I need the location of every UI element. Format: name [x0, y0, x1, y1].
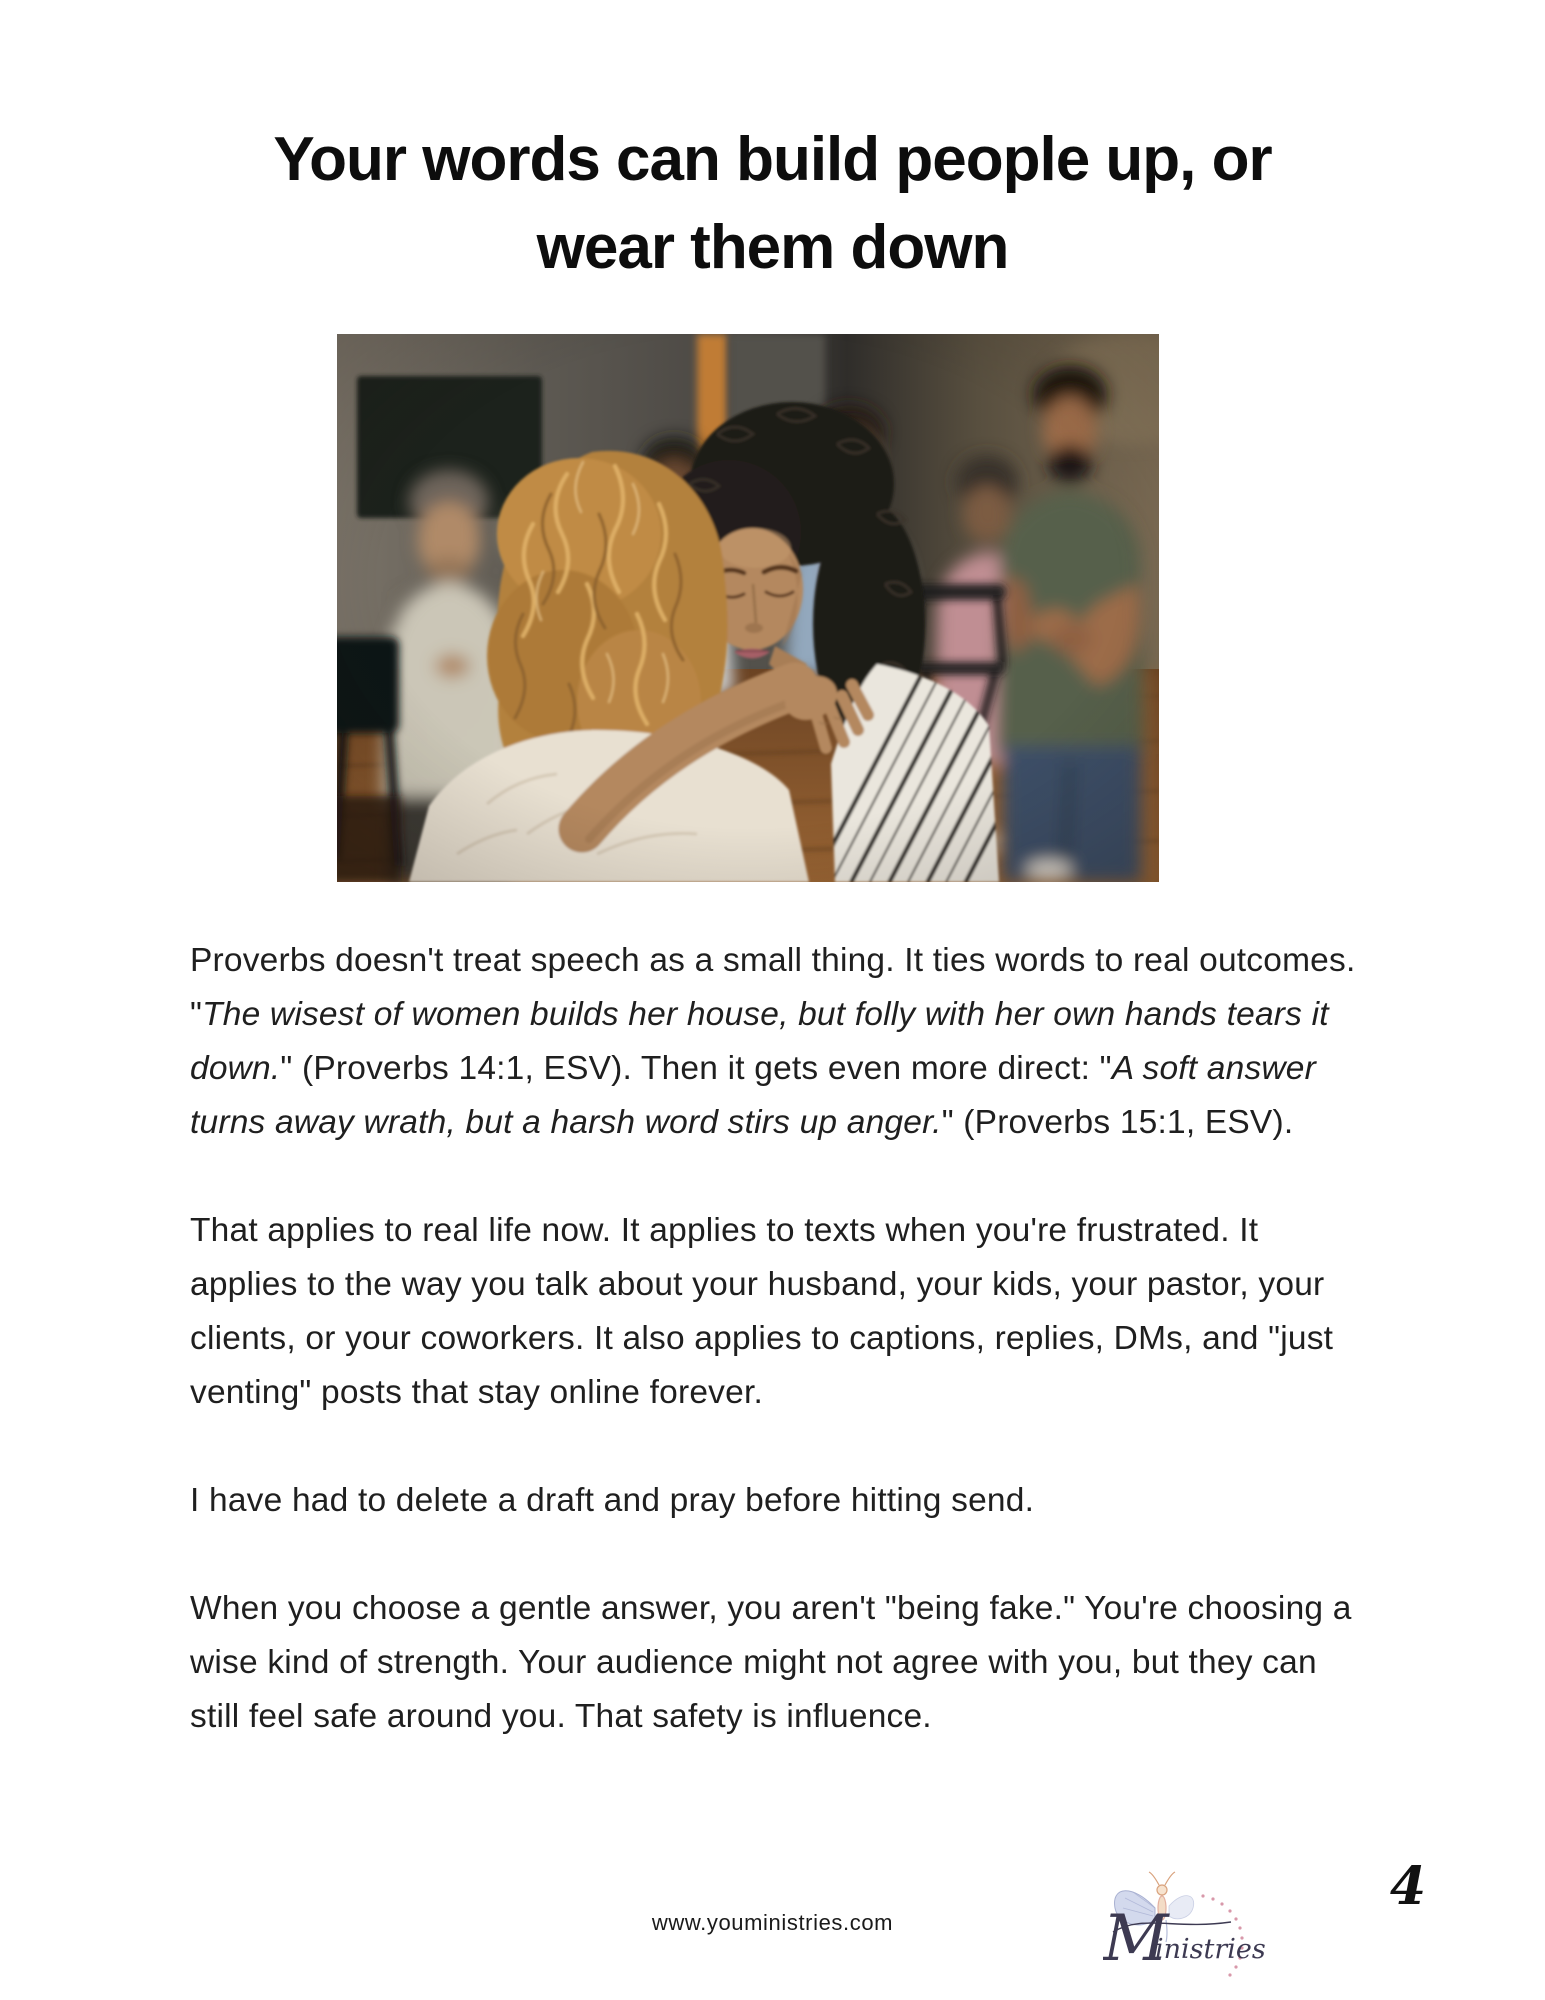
page-title-line-1: Your words can build people up, or	[273, 124, 1272, 194]
paragraph: When you choose a gentle answer, you aren't "being fake." You're choosing a wise kind of strength. Your audience might not agree with you, but they can still feel safe around you. That safety is influence.	[190, 1590, 1352, 1735]
page-title-line-2: wear them down	[536, 212, 1009, 282]
ministries-logo	[1103, 1868, 1273, 1993]
article-body	[190, 934, 1358, 1744]
support-group-hug-photo	[337, 334, 1159, 882]
page-title	[190, 116, 1355, 292]
paragraph: Proverbs doesn't treat speech as a small thing. It ties words to real outcomes. "The wisest of women builds her house, but folly with her own hands tears it down." (Proverbs 14:1, ESV). Then it gets even more direct: "A soft answer turns away wrath, but a harsh word stirs up anger." (Proverbs 15:1, ESV).	[190, 942, 1356, 1141]
footer-website-link[interactable]: www.youministries.com	[651, 1910, 894, 1935]
paragraph: That applies to real life now. It applies to texts when you're frustrated. It applies to the way you talk about your husband, your kids, your pastor, your clients, or your coworkers. It also applies to captions, replies, DMs, and "just venting" posts that stay online forever.	[190, 1212, 1334, 1411]
logo-rest: inistries	[1155, 1934, 1266, 1965]
paragraph: I have had to delete a draft and pray before hitting send.	[190, 1482, 1035, 1519]
page-number: 4	[1389, 1856, 1427, 1917]
logo-initial: M	[1103, 1902, 1169, 1976]
